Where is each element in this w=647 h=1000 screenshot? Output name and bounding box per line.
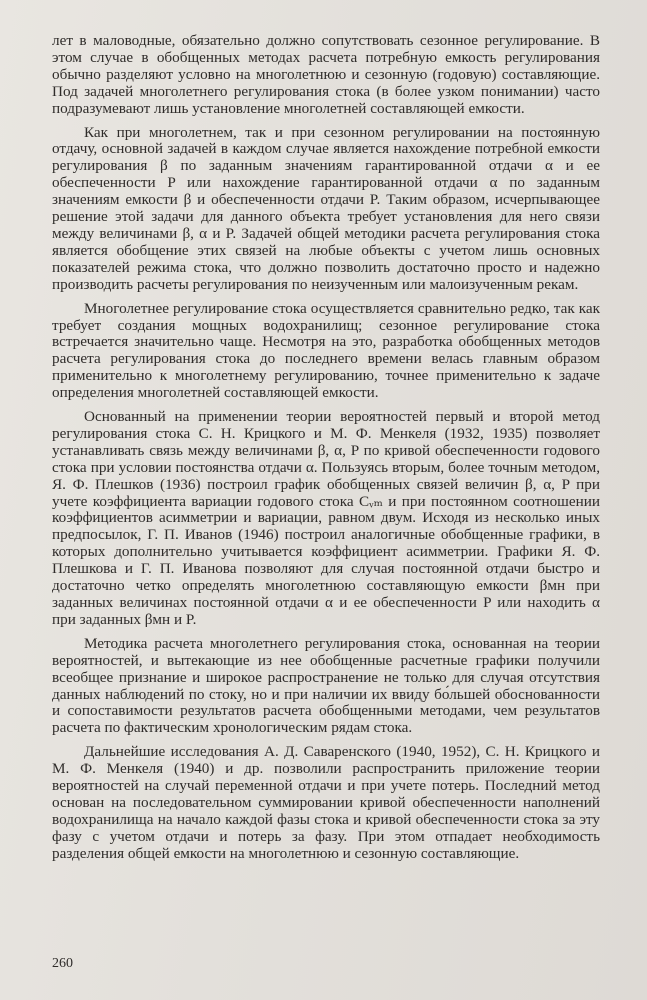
paragraph-3: Многолетнее регулирование стока осуществляется сравнительно редко, так как требует создания мощных водохранилищ; сезонное регулирование стока встречается значительно чаще. Несмотря на это, разработка обобщенных методов расчета регулирования стока до последнего времени велась главным образом применительно к многолетнему регулированию, точнее применительно к задаче определения многолетней составляющей емкости. (52, 299, 600, 402)
paragraph-5: Методика расчета многолетнего регулирования стока, основанная на теории вероятностей, и вытекающие из нее обобщенные расчетные графики получили всеобщее признание и широкое распространение не только для случая отсутствия данных наблюдений по стоку, но и при наличии их ввиду бо́льшей обоснованности и сопоставимости результатов расчета обобщенными методами, чем результатов расчета по фактическим хронологическим рядам стока. (52, 634, 600, 737)
paragraph-1: лет в маловодные, обязательно должно сопутствовать сезонное регулирование. В этом случае в обобщенных методах расчета потребную емкость регулирования обычно разделяют условно на многолетнюю и сезонную (годовую) составляющие. Под задачей многолетнего регулирования стока (в более узком понимании) часто подразумевают лишь установление многолетней составляющей емкости. (52, 32, 600, 117)
paragraph-2: Как при многолетнем, так и при сезонном регулировании на постоянную отдачу, основной задачей в каждом случае является нахождение потребной емкости регулирования β по заданным значениям гарантированной отдачи α и ее обеспеченности P или нахождение гарантированной отдачи α по заданным значениям емкости β и обеспеченности отдачи P. Таким образом, исчерпывающее решение этой задачи для данного объекта требует установления для него связи между величинами β, α и P. Задачей общей методики расчета регулирования стока является обобщение этих связей на любые объекты с учетом лишь основных показателей режима стока, что должно позволить достаточно просто и надежно производить расчеты регулирования по неизученным или малоизученным рекам. (52, 123, 600, 293)
paragraph-4: Основанный на применении теории вероятностей первый и второй метод регулирования стока С. Н. Крицкого и М. Ф. Менкеля (1932, 1935) позволяет устанавливать связь между величинами β, α, P по кривой обеспеченности годового стока при условии постоянства отдачи α. Пользуясь вторым, более точным методом, Я. Ф. Плешков (1936) построил график обобщенных связей величин β, α, P при учете коэффициента вариации годового стока Cᵥₘ и при постоянном соотношении коэффициентов асимметрии и вариации, равном двум. Исходя из несколько иных предпосылок, Г. П. Иванов (1946) построил аналогичные обобщенные графики, в которых дополнительно учитывается коэффициент асимметрии. Графики Я. Ф. Плешкова и Г. П. Иванова позволяют для случая постоянной отдачи быстро и достаточно четко определять многолетнюю составляющую емкости βмн при заданных величинах постоянной отдачи α и ее обеспеченности P или находить α при заданных βмн и P. (52, 408, 600, 628)
page-number: 260 (52, 956, 73, 971)
page-body-text (52, 33, 600, 870)
paragraph-6: Дальнейшие исследования А. Д. Саваренского (1940, 1952), С. Н. Крицкого и М. Ф. Менкеля (1940) и др. позволили распространить приложение теории вероятностей на случай переменной отдачи и при учете потерь. Последний метод основан на последовательном суммировании кривой обеспеченности наполнений водохранилища на начало каждой фазы стока и кривой обеспеченности стока за эту фазу с учетом отдачи и потерь за фазу. При этом отпадает необходимость разделения общей емкости на многолетнюю и сезонную составляющие. (52, 743, 600, 862)
